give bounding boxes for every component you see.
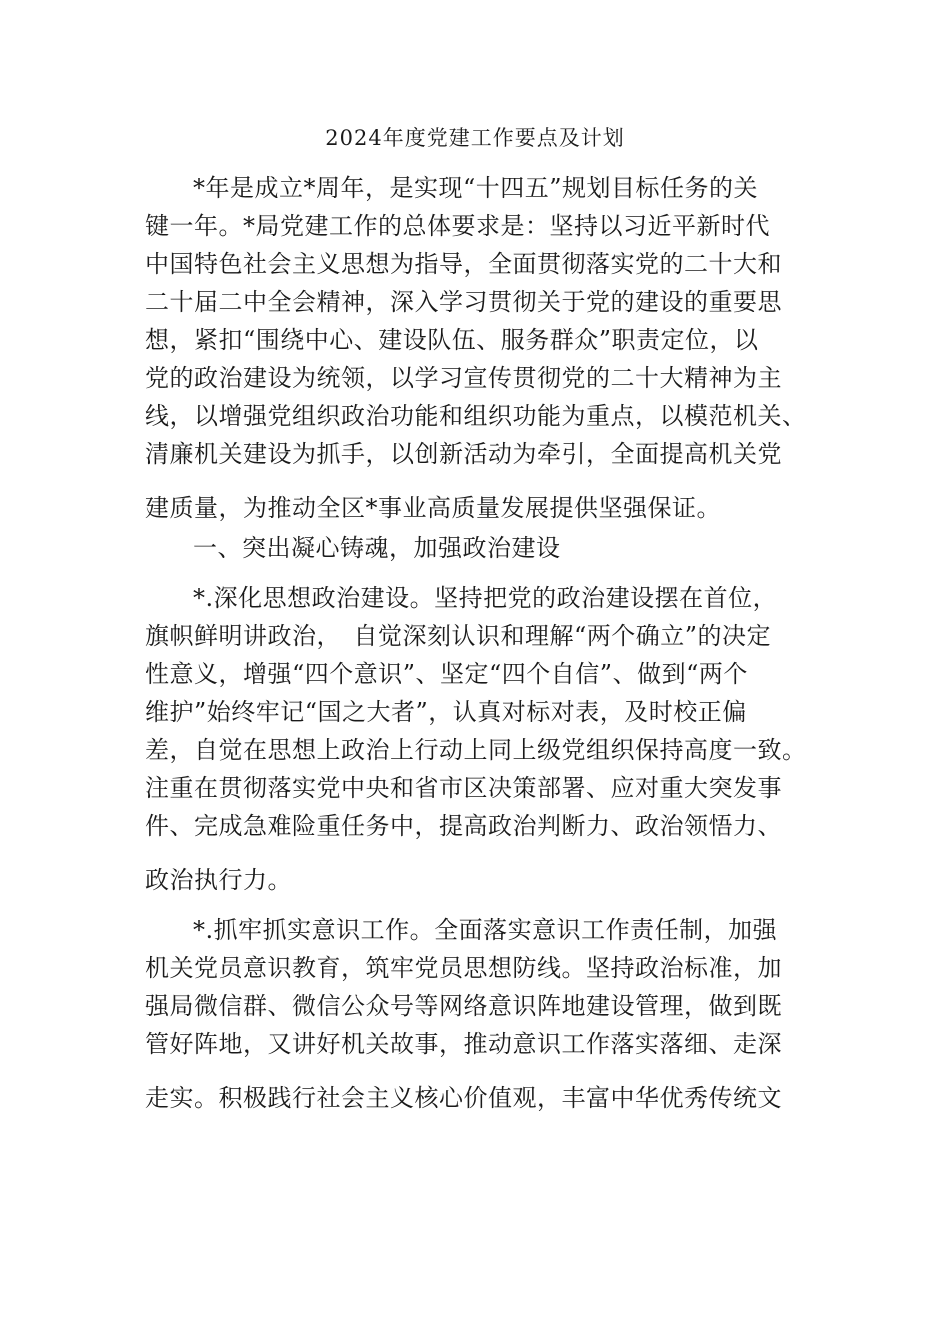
text-line: *.深化思想政治建设。坚持把党的政治建设摆在首位， [193, 584, 778, 612]
text-line: 走实。积极践行社会主义核心价值观，丰富中华优秀传统文 [145, 1084, 782, 1112]
text-line: 件、完成急难险重任务中，提高政治判断力、政治领悟力、 [145, 812, 782, 840]
text-line: 性意义，增强“四个意识”、坚定“四个自信”、做到“两个 [145, 660, 748, 688]
text-line: 差，自觉在思想上政治上行动上同上级党组织保持高度一致。 [145, 736, 807, 764]
text-line: 旗帜鲜明讲政治， 自觉深刻认识和理解“两个确立”的决定 [145, 622, 772, 650]
text-line: 强局微信群、微信公众号等网络意识阵地建设管理，做到既 [145, 992, 782, 1020]
text-line: 想，紧扣“围绕中心、建设队伍、服务群众”职责定位，以 [145, 326, 759, 354]
text-line: 线，以增强党组织政治功能和组织功能为重点，以模范机关、 [145, 402, 807, 430]
text-line: *.抓牢抓实意识工作。全面落实意识工作责任制，加强 [193, 916, 778, 944]
text-line: *年是成立*周年，是实现“十四五”规划目标任务的关 [193, 174, 759, 202]
document-title: 2024年度党建工作要点及计划 [325, 126, 625, 150]
text-line: 机关党员意识教育，筑牢党员思想防线。坚持政治标准，加 [145, 954, 782, 982]
text-line: 党的政治建设为统领，以学习宣传贯彻党的二十大精神为主 [145, 364, 782, 392]
text-line: 注重在贯彻落实党中央和省市区决策部署、应对重大突发事 [145, 774, 782, 802]
text-line: 中国特色社会主义思想为指导，全面贯彻落实党的二十大和 [145, 250, 782, 278]
text-line: 政治执行力。 [145, 866, 292, 894]
text-line: 维护”始终牢记“国之大者”，认真对标对表，及时校正偏 [145, 698, 747, 726]
text-line: 建质量，为推动全区*事业高质量发展提供坚强保证。 [145, 494, 721, 522]
text-line: 清廉机关建设为抓手，以创新活动为牵引，全面提高机关党 [145, 440, 782, 468]
text-line: 二十届二中全会精神，深入学习贯彻关于党的建设的重要思 [145, 288, 782, 316]
section-heading: 一、突出凝心铸魂，加强政治建设 [193, 534, 561, 562]
text-line: 键一年。*局党建工作的总体要求是：坚持以习近平新时代 [145, 212, 770, 240]
text-line: 管好阵地，又讲好机关故事，推动意识工作落实落细、走深 [145, 1030, 782, 1058]
